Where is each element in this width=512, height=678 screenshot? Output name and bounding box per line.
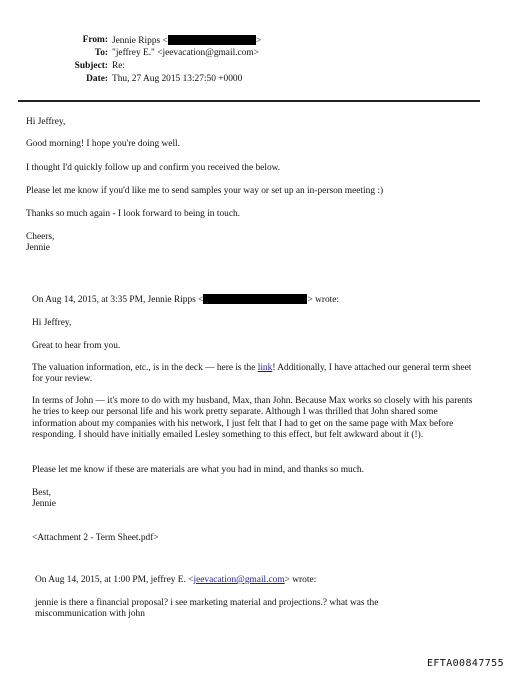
from-tail: >	[255, 36, 262, 46]
reply-paragraph-2: I thought I'd quickly follow up and confirm you received the below.	[26, 163, 281, 173]
quote1-greeting: Hi Jeffrey,	[32, 318, 72, 328]
reply-paragraph-1: Good morning! I hope you're doing well.	[26, 139, 181, 149]
from-label: From:	[82, 35, 108, 45]
to-label: To:	[94, 48, 108, 58]
deck-link[interactable]: link	[257, 363, 273, 373]
quote1-paragraph-4: Please let me know if these are materials are what you had in mind, and thanks so much.	[32, 465, 364, 475]
quote1-closing: Best,	[32, 488, 52, 498]
attachment-item[interactable]: <Attachment 2 - Term Sheet.pdf>	[32, 533, 159, 543]
from-name: Jennie Ripps <	[112, 36, 168, 46]
quote1-paragraph-1: Great to hear from you.	[32, 341, 121, 351]
quote1-intro-end: > wrote:	[307, 295, 340, 305]
redaction-bar	[168, 35, 256, 45]
quote2-intro-start: On Aug 14, 2015, at 1:00 PM, jeffrey E. <	[35, 575, 194, 585]
reply-signature: Jennie	[26, 243, 50, 253]
header-divider	[18, 100, 480, 102]
quote1-p2-before: The valuation information, etc., is in the deck — here is the	[32, 363, 258, 373]
quote1-p2-after: ! Additionally, I have attached our general term sheet for your review.	[32, 363, 472, 385]
reply-closing: Cheers,	[26, 232, 55, 242]
quote1-paragraph-2	[32, 363, 472, 386]
date-value: Thu, 27 Aug 2015 13:27:50 +0000	[112, 74, 243, 84]
subject-value: Re:	[112, 61, 126, 71]
subject-label: Subject:	[74, 61, 108, 71]
quote1-intro	[32, 294, 339, 306]
reply-greeting: Hi Jeffrey,	[26, 117, 66, 127]
redaction-bar	[203, 294, 307, 304]
reply-paragraph-3: Please let me know if you'd like me to send samples your way or set up an in-person meeting :)	[26, 186, 384, 196]
quote1-signature: Jennie	[32, 499, 56, 509]
quote2-intro	[35, 575, 316, 586]
quote1-intro-start: On Aug 14, 2015, at 3:35 PM, Jennie Ripps <	[32, 295, 204, 305]
quote2-body: jennie is there a financial proposal? i see marketing material and projections.? what was the miscommunication with john	[35, 598, 379, 620]
date-label: Date:	[86, 74, 108, 84]
to-value: "jeffrey E." <jeevacation@gmail.com>	[112, 48, 259, 58]
email-link[interactable]: jeevacation@gmail.com	[193, 575, 285, 585]
quote1-paragraph-3: In terms of John — it's more to do with my husband, Max, than John. Because Max works so closely with his parents he tries to keep our personal life and his work pretty separate. Although I was thrilled that John shared some information about my companies with his network, I just felt that I had to get on the same page with Max before responding. I should have initially emailed Lesley something to this effect, but felt awkward about it (!).	[32, 396, 473, 441]
from-value	[112, 35, 261, 47]
quote2-intro-end: > wrote:	[284, 575, 317, 585]
reply-paragraph-4: Thanks so much again - I look forward to being in touch.	[26, 209, 241, 219]
document-id: EFTA00847755	[426, 658, 504, 669]
